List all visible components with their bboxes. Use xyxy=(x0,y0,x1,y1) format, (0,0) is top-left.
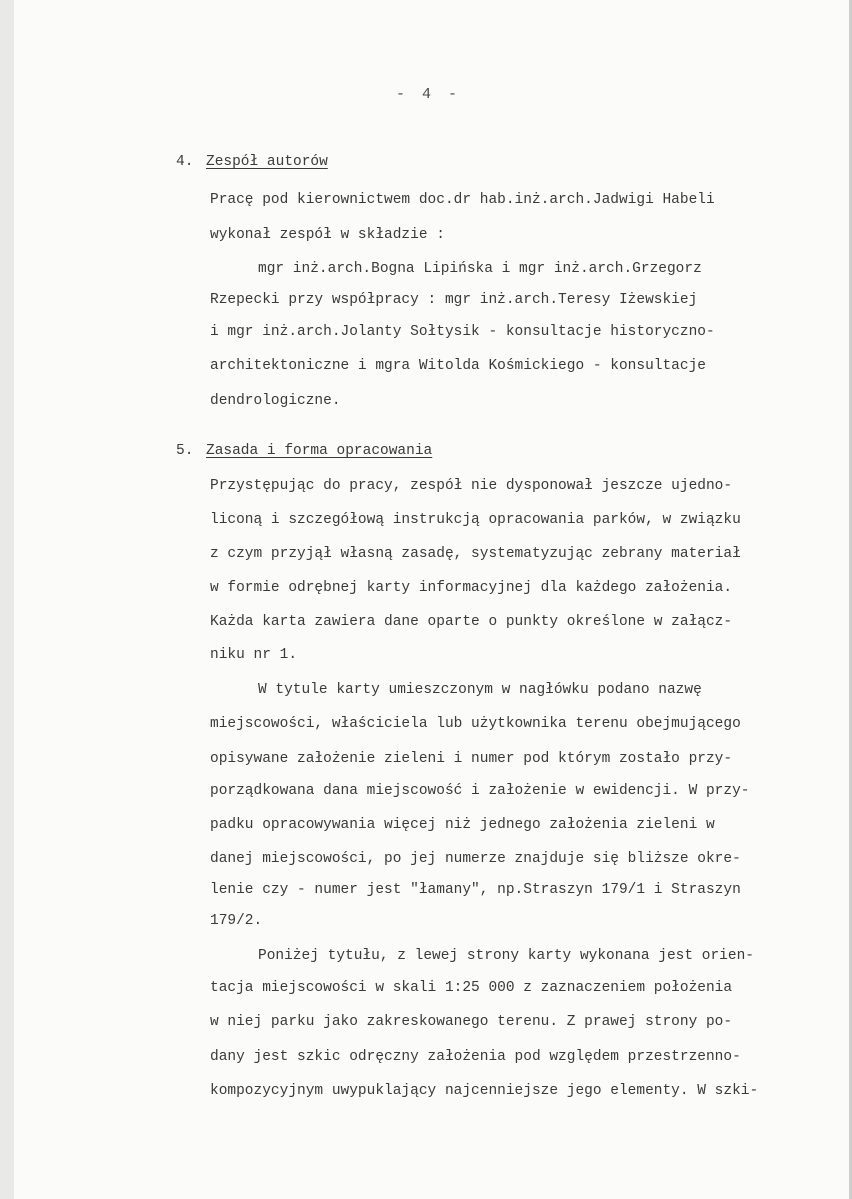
text-line: padku opracowywania więcej niż jednego założenia zieleni w xyxy=(210,817,715,833)
section-number: 5. xyxy=(176,443,194,459)
text-line: Każda karta zawiera dane oparte o punkty określone w załącz- xyxy=(210,614,733,630)
text-line: opisywane założenie zieleni i numer pod którym zostało przy- xyxy=(210,751,733,767)
text-line: liconą i szczegółową instrukcją opracowania parków, w związku xyxy=(210,512,741,528)
text-line: porządkowana dana miejscowość i założenie w ewidencji. W przy- xyxy=(210,783,750,799)
text-line: architektoniczne i mgra Witolda Kośmickiego - konsultacje xyxy=(210,358,706,374)
section-number: 4. xyxy=(176,154,194,170)
text-line: miejscowości, właściciela lub użytkownika terenu obejmującego xyxy=(210,716,741,732)
text-line: mgr inż.arch.Bogna Lipińska i mgr inż.arch.Grzegorz xyxy=(258,261,702,277)
text-line: i mgr inż.arch.Jolanty Sołtysik - konsultacje historyczno- xyxy=(210,324,715,340)
text-line: dany jest szkic odręczny założenia pod względem przestrzenno- xyxy=(210,1049,741,1065)
page-number: - 4 - xyxy=(396,86,462,103)
text-line: w formie odrębnej karty informacyjnej dla każdego założenia. xyxy=(210,580,733,596)
text-line: tacja miejscowości w skali 1:25 000 z zaznaczeniem położenia xyxy=(210,980,733,996)
section-title: Zasada i forma opracowania xyxy=(206,443,433,459)
text-line: Pracę pod kierownictwem doc.dr hab.inż.arch.Jadwigi Habeli xyxy=(210,192,715,208)
text-line: wykonał zespół w składzie : xyxy=(210,227,445,243)
text-line: w niej parku jako zakreskowanego terenu. Z prawej strony po- xyxy=(210,1014,733,1030)
text-line: niku nr 1. xyxy=(210,647,298,663)
text-line: dendrologiczne. xyxy=(210,393,341,409)
text-line: lenie czy - numer jest "łamany", np.Straszyn 179/1 i Straszyn xyxy=(210,882,741,898)
text-line: Poniżej tytułu, z lewej strony karty wykonana jest orien- xyxy=(258,948,754,964)
text-line: z czym przyjął własną zasadę, systematyzując zebrany materiał xyxy=(210,546,741,562)
text-line: 179/2. xyxy=(210,913,263,929)
section-heading xyxy=(176,152,328,172)
text-line: Przystępując do pracy, zespół nie dysponował jeszcze ujedno- xyxy=(210,478,733,494)
text-line: W tytule karty umieszczonym w nagłówku podano nazwę xyxy=(258,682,702,698)
text-line: danej miejscowości, po jej numerze znajduje się bliższe okre- xyxy=(210,851,741,867)
section-title: Zespół autorów xyxy=(206,154,328,170)
text-line: Rzepecki przy współpracy : mgr inż.arch.Teresy Iżewskiej xyxy=(210,292,698,308)
section-heading xyxy=(176,441,432,461)
text-line: kompozycyjnym uwypuklający najcenniejsze jego elementy. W szki- xyxy=(210,1083,759,1099)
